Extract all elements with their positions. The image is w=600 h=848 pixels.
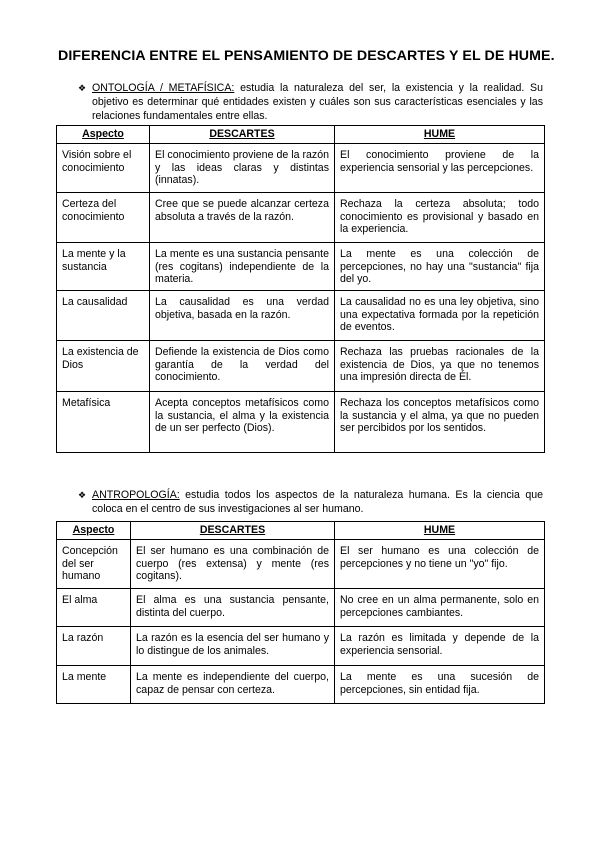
hume-cell: El conocimiento proviene de la experiencia sensorial y las percepciones. — [335, 144, 545, 193]
hume-cell: No cree en un alma permanente, solo en percepciones cambiantes. — [335, 589, 545, 627]
descartes-cell: El ser humano es una combinación de cuerpo (res extensa) y mente (res cogitans). — [131, 540, 335, 589]
diamond-bullet-icon: ❖ — [78, 83, 87, 93]
anthropology-comparison-table — [56, 521, 545, 704]
table-row — [57, 540, 545, 589]
table-row — [57, 589, 545, 627]
hume-cell: El ser humano es una colección de percepciones y no tiene un "yo" fijo. — [335, 540, 545, 589]
section1-description: estudia la naturaleza del ser, la existencia y la realidad. Su objetivo es determinar qué entidades existen y cuáles son sus características esenciales y las relaciones fundamentales entre ellas. — [92, 82, 543, 122]
descartes-cell: Acepta conceptos metafísicos como la sustancia, el alma y la existencia de un ser perfecto (Dios). — [150, 392, 335, 453]
hume-cell: La causalidad no es una ley objetiva, sino una expectativa formada por la repetición de eventos. — [335, 291, 545, 341]
aspect-cell: La causalidad — [57, 291, 150, 341]
descartes-cell: El alma es una sustancia pensante, distinta del cuerpo. — [131, 589, 335, 627]
header-descartes: DESCARTES — [131, 522, 335, 540]
aspect-cell: La mente y la sustancia — [57, 243, 150, 291]
aspect-cell: Certeza del conocimiento — [57, 193, 150, 243]
header-hume: HUME — [335, 126, 545, 144]
descartes-cell: La mente es una sustancia pensante (res cogitans) independiente de la materia. — [150, 243, 335, 291]
section2-description: estudia todos los aspectos de la naturaleza humana. Es la ciencia que coloca en el centro de sus investigaciones al ser humano. — [92, 489, 543, 515]
aspect-cell: El alma — [57, 589, 131, 627]
descartes-cell: El conocimiento proviene de la razón y las ideas claras y distintas (innatas). — [150, 144, 335, 193]
table-row — [57, 627, 545, 666]
hume-cell: La mente es una colección de percepciones, no hay una "sustancia" fija del yo. — [335, 243, 545, 291]
header-aspect: Aspecto — [57, 126, 150, 144]
descartes-cell: Cree que se puede alcanzar certeza absoluta a través de la razón. — [150, 193, 335, 243]
hume-cell: La mente es una sucesión de percepciones, sin entidad fija. — [335, 666, 545, 704]
table-row — [57, 666, 545, 704]
descartes-cell: Defiende la existencia de Dios como garantía de la verdad del conocimiento. — [150, 341, 335, 392]
table-row — [57, 193, 545, 243]
aspect-cell: La existencia de Dios — [57, 341, 150, 392]
section1-term: ONTOLOGÍA / METAFÍSICA: — [92, 82, 235, 94]
header-aspect: Aspecto — [57, 522, 131, 540]
table-row — [57, 341, 545, 392]
table-row — [57, 243, 545, 291]
aspect-cell: Visión sobre el conocimiento — [57, 144, 150, 193]
diamond-bullet-icon: ❖ — [78, 490, 87, 500]
table-row — [57, 291, 545, 341]
aspect-cell: Metafísica — [57, 392, 150, 453]
page-title: DIFERENCIA ENTRE EL PENSAMIENTO DE DESCARTES Y EL DE HUME. — [58, 48, 555, 64]
hume-cell: Rechaza los conceptos metafísicos como la sustancia y el alma, ya que no pueden ser percibidos por los sentidos. — [335, 392, 545, 453]
descartes-cell: La razón es la esencia del ser humano y lo distingue de los animales. — [131, 627, 335, 666]
table-header-row — [57, 522, 545, 540]
header-hume: HUME — [335, 522, 545, 540]
section1-intro — [78, 81, 543, 123]
hume-cell: La razón es limitada y depende de la experiencia sensorial. — [335, 627, 545, 666]
aspect-cell: Concepción del ser humano — [57, 540, 131, 589]
section2-intro — [78, 488, 543, 516]
header-descartes: DESCARTES — [150, 126, 335, 144]
section2-term: ANTROPOLOGÍA: — [92, 489, 180, 501]
descartes-cell: La mente es independiente del cuerpo, capaz de pensar con certeza. — [131, 666, 335, 704]
descartes-cell: La causalidad es una verdad objetiva, basada en la razón. — [150, 291, 335, 341]
table-header-row — [57, 126, 545, 144]
hume-cell: Rechaza la certeza absoluta; todo conocimiento es provisional y basado en la experiencia. — [335, 193, 545, 243]
aspect-cell: La mente — [57, 666, 131, 704]
hume-cell: Rechaza las pruebas racionales de la existencia de Dios, ya que no tenemos una impresión directa de Él. — [335, 341, 545, 392]
ontology-comparison-table — [56, 125, 545, 453]
table-row — [57, 144, 545, 193]
aspect-cell: La razón — [57, 627, 131, 666]
table-row — [57, 392, 545, 453]
